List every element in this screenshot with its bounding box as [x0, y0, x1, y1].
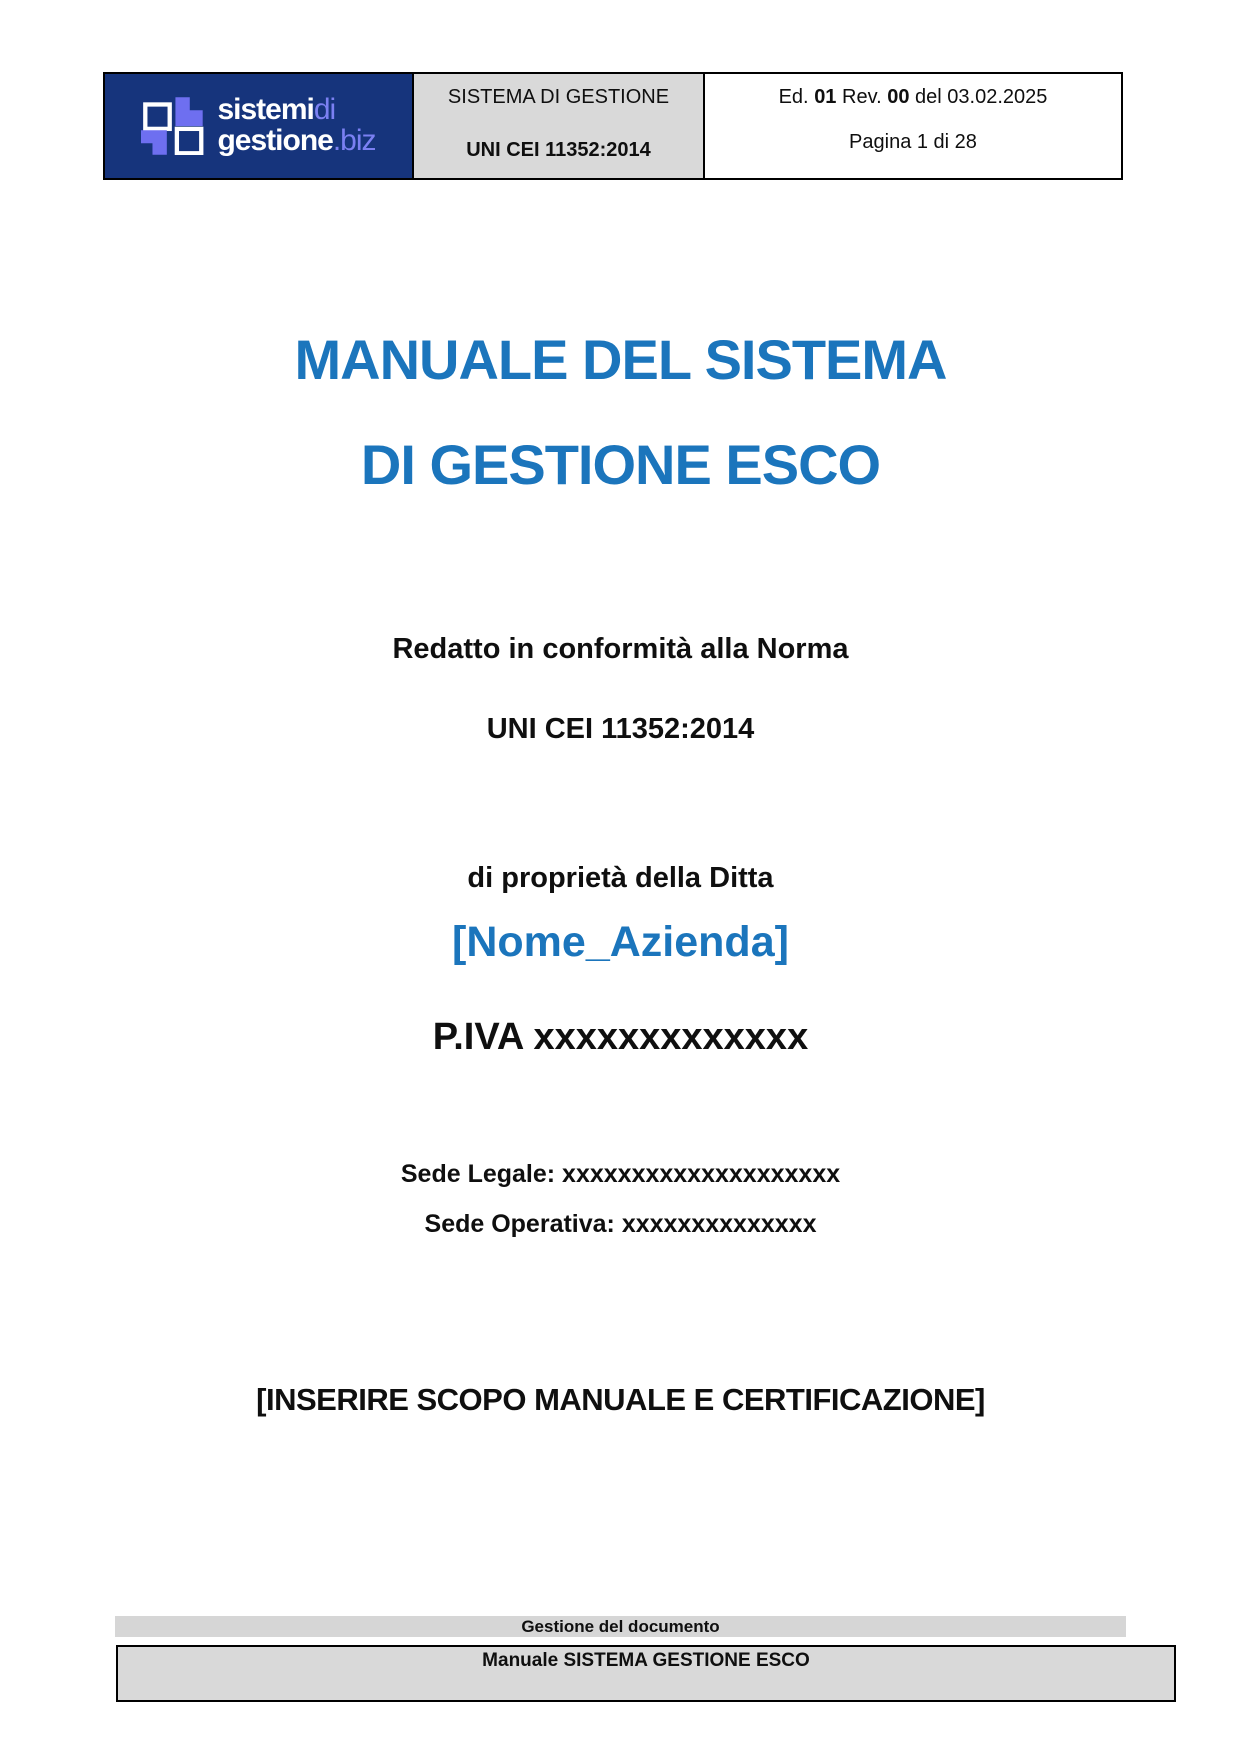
operational-seat-line: Sede Operativa: xxxxxxxxxxxxxx — [424, 1210, 817, 1238]
main-title-line1: MANUALE DEL SISTEMA — [294, 328, 947, 391]
header-revision-line — [711, 86, 1115, 109]
main-title-line2: DI GESTIONE ESCO — [360, 433, 881, 496]
revision-date: 03.02.2025 — [947, 86, 1048, 108]
header-system-cell — [414, 74, 705, 178]
document-management-bar: Gestione del documento — [115, 1616, 1126, 1637]
logo — [105, 74, 414, 178]
logo-line2 — [217, 126, 375, 157]
revision-label: Rev. — [842, 86, 882, 108]
header-system-name: SISTEMA DI GESTIONE — [447, 86, 670, 108]
header-revision-cell — [705, 74, 1121, 178]
logo-icon — [141, 97, 207, 155]
logo-wordmark — [217, 95, 375, 156]
legal-seat-line: Sede Legale: xxxxxxxxxxxxxxxxxxxx — [400, 1160, 841, 1188]
standard-line: UNI CEI 11352:2014 — [486, 713, 755, 745]
logo-line2-accent: .biz — [332, 124, 376, 157]
edition-value: 01 — [814, 86, 837, 108]
date-preposition: del — [915, 86, 942, 108]
scope-placeholder-line: [INSERIRE SCOPO MANUALE E CERTIFICAZIONE] — [256, 1382, 985, 1417]
logo-line1-accent: di — [313, 93, 336, 127]
logo-line2-main: gestione — [217, 124, 333, 157]
conformity-line: Redatto in conformità alla Norma — [392, 633, 849, 665]
company-name-placeholder: [Nome_Azienda] — [452, 918, 789, 966]
page-number-line: Pagina 1 di 28 — [849, 131, 977, 153]
document-header-table — [103, 72, 1123, 180]
logo-line1 — [217, 95, 375, 126]
vat-number-line: P.IVA xxxxxxxxxxxxx — [432, 1016, 809, 1058]
revision-value: 00 — [887, 86, 910, 108]
header-standard-name: UNI CEI 11352:2014 — [466, 139, 651, 161]
edition-label: Ed. — [778, 86, 809, 108]
ownership-intro: di proprietà della Ditta — [467, 862, 774, 894]
document-title-bar: Manuale SISTEMA GESTIONE ESCO — [116, 1645, 1176, 1702]
logo-line1-main: sistemi — [217, 93, 314, 127]
